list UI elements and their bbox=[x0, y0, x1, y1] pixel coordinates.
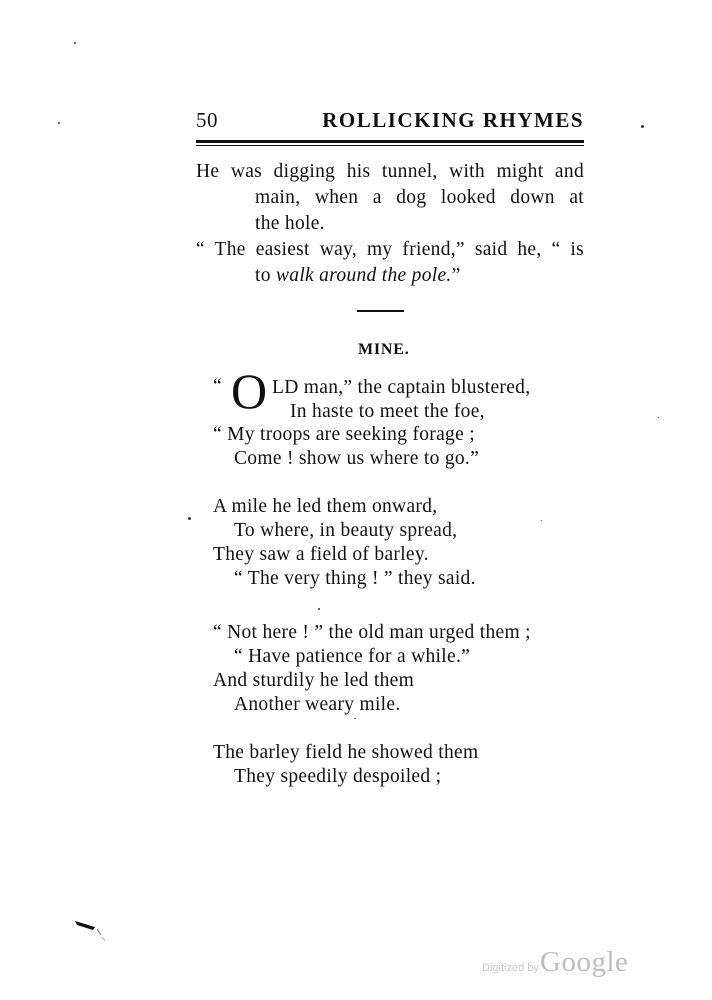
page-number: 50 bbox=[196, 108, 218, 132]
section-divider bbox=[357, 310, 404, 312]
poem-line: They saw a field of barley. bbox=[213, 544, 429, 565]
poem-line: To where, in beauty spread, bbox=[234, 520, 458, 541]
poem-line: Come ! show us where to go.” bbox=[234, 448, 480, 469]
scan-speck bbox=[58, 122, 60, 124]
poem-line: “ Not here ! ” the old man urged them ; bbox=[213, 622, 531, 643]
text-line: main, when a dog looked down at bbox=[255, 187, 584, 208]
poem-line: Another weary mile. bbox=[234, 694, 401, 715]
italic-text: walk around the pole. bbox=[275, 265, 452, 286]
page-header bbox=[196, 108, 584, 138]
poem-line: The barley field he showed them bbox=[213, 742, 479, 763]
scan-speck bbox=[318, 608, 320, 610]
scan-speck bbox=[354, 718, 356, 719]
text-line: the hole. bbox=[255, 213, 325, 234]
closing-quote: ” bbox=[451, 265, 461, 286]
scan-speck bbox=[541, 520, 542, 521]
poem-line: In haste to meet the foe, bbox=[290, 401, 485, 422]
poem-line: “ Have patience for a while.” bbox=[234, 646, 471, 667]
google-watermark: Google bbox=[540, 946, 629, 978]
text-line: He was digging his tunnel, with might and bbox=[196, 161, 584, 182]
poem-line: They speedily despoiled ; bbox=[234, 766, 442, 787]
poem-line: “ My troops are seeking forage ; bbox=[213, 424, 475, 445]
scan-speck bbox=[74, 42, 76, 44]
opening-quote: “ bbox=[213, 376, 222, 397]
header-rule-thin bbox=[196, 145, 584, 146]
poem-line: And sturdily he led them bbox=[213, 670, 415, 691]
digitized-by-label: Digitized by bbox=[482, 962, 539, 974]
header-rule bbox=[196, 140, 584, 143]
poem-line: A mile he led them onward, bbox=[213, 496, 438, 517]
scan-speck bbox=[658, 417, 659, 418]
scan-mark-icon bbox=[75, 917, 109, 943]
scan-speck bbox=[188, 517, 191, 520]
poem-title: MINE. bbox=[358, 341, 410, 358]
text-line: “ The easiest way, my friend,” said he, “ is bbox=[196, 239, 584, 260]
text-segment: to bbox=[255, 265, 271, 286]
scan-speck bbox=[641, 125, 644, 128]
text-line bbox=[255, 265, 461, 287]
drop-cap: O bbox=[231, 363, 268, 419]
poem-line: LD man,” the captain blustered, bbox=[272, 377, 531, 398]
running-title: ROLLICKING RHYMES bbox=[322, 108, 584, 132]
poem-line: “ The very thing ! ” they said. bbox=[234, 568, 476, 589]
